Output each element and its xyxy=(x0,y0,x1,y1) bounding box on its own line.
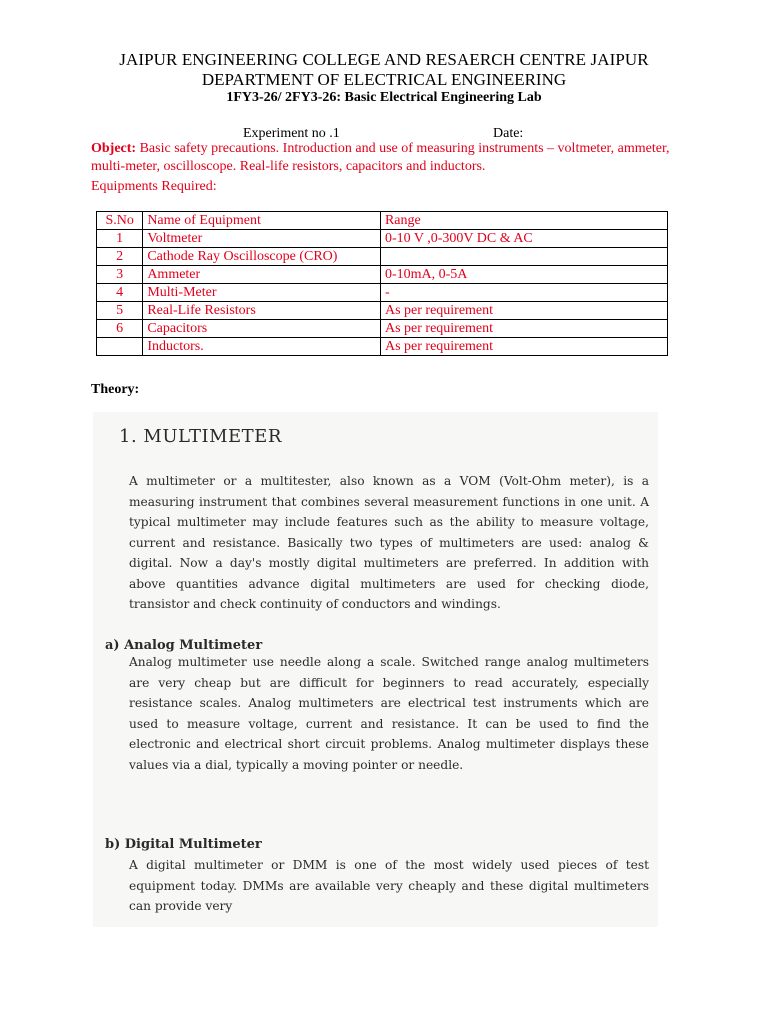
table-row xyxy=(97,266,668,284)
table-header-cell: Range xyxy=(380,212,667,230)
table-cell: Ammeter xyxy=(143,266,381,284)
equipments-heading: Equipments Required: xyxy=(91,179,217,194)
table-cell: - xyxy=(380,284,667,302)
table-header-cell: Name of Equipment xyxy=(143,212,381,230)
table-cell xyxy=(380,248,667,266)
table-cell: As per requirement xyxy=(380,338,667,356)
multimeter-title: 1. MULTIMETER xyxy=(119,426,282,447)
table-cell: Multi-Meter xyxy=(143,284,381,302)
course-title: 1FY3-26/ 2FY3-26: Basic Electrical Engineering Lab xyxy=(226,90,542,105)
equipment-table xyxy=(96,211,668,356)
table-cell: 0-10 V ,0-300V DC & AC xyxy=(380,230,667,248)
table-header-row xyxy=(97,212,668,230)
table-cell xyxy=(97,338,143,356)
table-cell: Real-Life Resistors xyxy=(143,302,381,320)
table-cell: Capacitors xyxy=(143,320,381,338)
object-label: Object: xyxy=(91,141,137,156)
table-row xyxy=(97,284,668,302)
object-text: Basic safety precautions. Introduction and use of measuring instruments – voltmeter, ammeter, multi-meter, oscilloscope. Real-life resistors, capacitors and inductors. xyxy=(91,141,670,174)
multimeter-intro: A multimeter or a multitester, also known as a VOM (Volt-Ohm meter), is a measuring instrument that combines several measurement functions in one unit. A typical multimeter may include features such as the ability to measure voltage, current and resistance. Basically two types of multimeters are used: analog & digital. Now a day's mostly digital multimeters are preferred. In addition with above quantities advance digital multimeters are used for checking diode, transistor and check continuity of conductors and windings. xyxy=(129,474,649,611)
scanned-theory-image xyxy=(93,412,658,927)
table-cell: As per requirement xyxy=(380,320,667,338)
digital-heading: b) Digital Multimeter xyxy=(105,837,262,852)
table-row xyxy=(97,248,668,266)
table-cell: As per requirement xyxy=(380,302,667,320)
object-statement xyxy=(91,140,691,176)
table-cell: 1 xyxy=(97,230,143,248)
table-cell: 5 xyxy=(97,302,143,320)
department-name: DEPARTMENT OF ELECTRICAL ENGINEERING xyxy=(201,70,567,89)
table-cell: 4 xyxy=(97,284,143,302)
theory-heading: Theory: xyxy=(91,382,140,397)
table-cell: 2 xyxy=(97,248,143,266)
experiment-number: Experiment no .1 xyxy=(243,126,340,141)
table-row xyxy=(97,338,668,356)
table-row xyxy=(97,302,668,320)
table-header-cell: S.No xyxy=(97,212,143,230)
table-cell: Inductors. xyxy=(143,338,381,356)
table-row xyxy=(97,320,668,338)
table-cell: Cathode Ray Oscilloscope (CRO) xyxy=(143,248,381,266)
analog-text: Analog multimeter use needle along a scale. Switched range analog multimeters are very cheap but are difficult for beginners to read accurately, especially resistance scales. Analog multimeters are electrical test instruments which are used to measure voltage, current and resistance. It can be used to find the electronic and electrical short circuit problems. Analog multimeter displays these values via a dial, typically a moving pointer or needle. xyxy=(129,655,649,772)
analog-heading: a) Analog Multimeter xyxy=(105,638,263,653)
table-cell: Voltmeter xyxy=(143,230,381,248)
table-row xyxy=(97,230,668,248)
table-cell: 0-10mA, 0-5A xyxy=(380,266,667,284)
table-cell: 6 xyxy=(97,320,143,338)
table-cell: 3 xyxy=(97,266,143,284)
digital-text: A digital multimeter or DMM is one of the most widely used pieces of test equipment today. DMMs are available very cheaply and these digital multimeters can provide very xyxy=(129,858,649,913)
experiment-date: Date: xyxy=(493,126,524,141)
college-name: JAIPUR ENGINEERING COLLEGE AND RESAERCH CENTRE JAIPUR xyxy=(119,50,649,69)
